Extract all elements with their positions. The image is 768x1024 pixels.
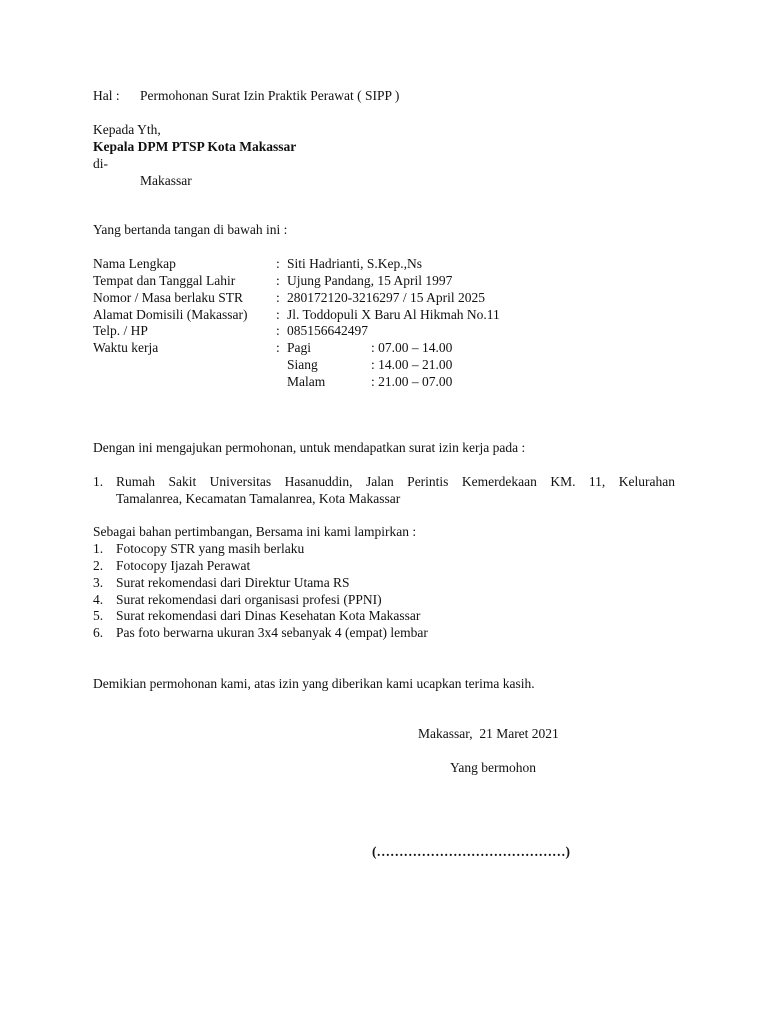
destination-line-1: Rumah Sakit Universitas Hasanuddin, Jalan Perintis Kemerdekaan KM. 11, Kelurahan bbox=[116, 474, 675, 489]
identity-value: 280172120-3216297 / 15 April 2025 bbox=[287, 290, 485, 305]
identity-label: Nama Lengkap bbox=[93, 256, 176, 271]
list-item-text: Surat rekomendasi dari organisasi profesi (PPNI) bbox=[116, 592, 382, 607]
shift-row-siang bbox=[287, 357, 487, 374]
shift-row-malam bbox=[287, 374, 487, 391]
identity-row-str bbox=[93, 290, 653, 307]
recipient-city: Makassar bbox=[140, 173, 192, 188]
identity-colon: : bbox=[276, 273, 280, 288]
list-item-number: 5. bbox=[93, 608, 104, 623]
list-item-text: Fotocopy STR yang masih berlaku bbox=[116, 541, 305, 556]
shift-name: Malam bbox=[287, 374, 326, 389]
identity-label: Alamat Domisili (Makassar) bbox=[93, 307, 248, 322]
identity-colon: : bbox=[276, 323, 280, 338]
signature-applicant-label: Yang bermohon bbox=[450, 760, 537, 775]
identity-row-name bbox=[93, 256, 653, 273]
identity-label: Tempat dan Tanggal Lahir bbox=[93, 273, 236, 288]
subject-text: Permohonan Surat Izin Praktik Perawat ( SIPP ) bbox=[140, 88, 400, 103]
destination-line-2: Tamalanrea, Kecamatan Tamalanrea, Kota Makassar bbox=[116, 491, 401, 506]
shift-name: Siang bbox=[287, 357, 318, 372]
destination-number: 1. bbox=[93, 474, 104, 489]
list-item-text: Surat rekomendasi dari Dinas Kesehatan Kota Makassar bbox=[116, 608, 421, 623]
shift-row-pagi bbox=[287, 340, 487, 357]
closing-text: Demikian permohonan kami, atas izin yang diberikan kami ucapkan terima kasih. bbox=[93, 676, 535, 691]
identity-row-phone bbox=[93, 323, 653, 340]
subject-label: Hal : bbox=[93, 88, 120, 103]
recipient-di: di- bbox=[93, 156, 108, 171]
identity-label: Nomor / Masa berlaku STR bbox=[93, 290, 243, 305]
shift-time: : 14.00 – 21.00 bbox=[371, 357, 453, 372]
shift-time: : 07.00 – 14.00 bbox=[371, 340, 453, 355]
request-text: Dengan ini mengajukan permohonan, untuk mendapatkan surat izin kerja pada : bbox=[93, 440, 526, 455]
recipient-greeting: Kepada Yth, bbox=[93, 122, 161, 137]
identity-value: 085156642497 bbox=[287, 323, 368, 338]
recipient-name: Kepala DPM PTSP Kota Makassar bbox=[93, 139, 297, 154]
identity-colon: : bbox=[276, 290, 280, 305]
identity-label: Telp. / HP bbox=[93, 323, 148, 338]
identity-colon: : bbox=[276, 340, 280, 355]
identity-value: Ujung Pandang, 15 April 1997 bbox=[287, 273, 453, 288]
list-item-number: 1. bbox=[93, 541, 104, 556]
identity-colon: : bbox=[276, 307, 280, 322]
attachments-intro: Sebagai bahan pertimbangan, Bersama ini kami lampirkan : bbox=[93, 524, 417, 539]
identity-value: Jl. Toddopuli X Baru Al Hikmah No.11 bbox=[287, 307, 500, 322]
list-item-text: Pas foto berwarna ukuran 3x4 sebanyak 4 (empat) lembar bbox=[116, 625, 428, 640]
shift-time: : 21.00 – 07.00 bbox=[371, 374, 453, 389]
identity-label: Waktu kerja bbox=[93, 340, 159, 355]
destination-item bbox=[93, 474, 675, 514]
intro-text: Yang bertanda tangan di bawah ini : bbox=[93, 222, 288, 237]
identity-colon: : bbox=[276, 256, 280, 271]
signature-place-date: Makassar, 21 Maret 2021 bbox=[418, 726, 559, 741]
identity-row-birth bbox=[93, 273, 653, 290]
identity-value: Siti Hadrianti, S.Kep.,Ns bbox=[287, 256, 422, 271]
list-item-number: 6. bbox=[93, 625, 104, 640]
list-item-number: 4. bbox=[93, 592, 104, 607]
list-item-text: Fotocopy Ijazah Perawat bbox=[116, 558, 251, 573]
list-item-number: 3. bbox=[93, 575, 104, 590]
identity-row-address bbox=[93, 307, 653, 324]
list-item-text: Surat rekomendasi dari Direktur Utama RS bbox=[116, 575, 350, 590]
signature-name-line: (……………………………………) bbox=[372, 844, 570, 859]
shift-name: Pagi bbox=[287, 340, 312, 355]
list-item-number: 2. bbox=[93, 558, 104, 573]
